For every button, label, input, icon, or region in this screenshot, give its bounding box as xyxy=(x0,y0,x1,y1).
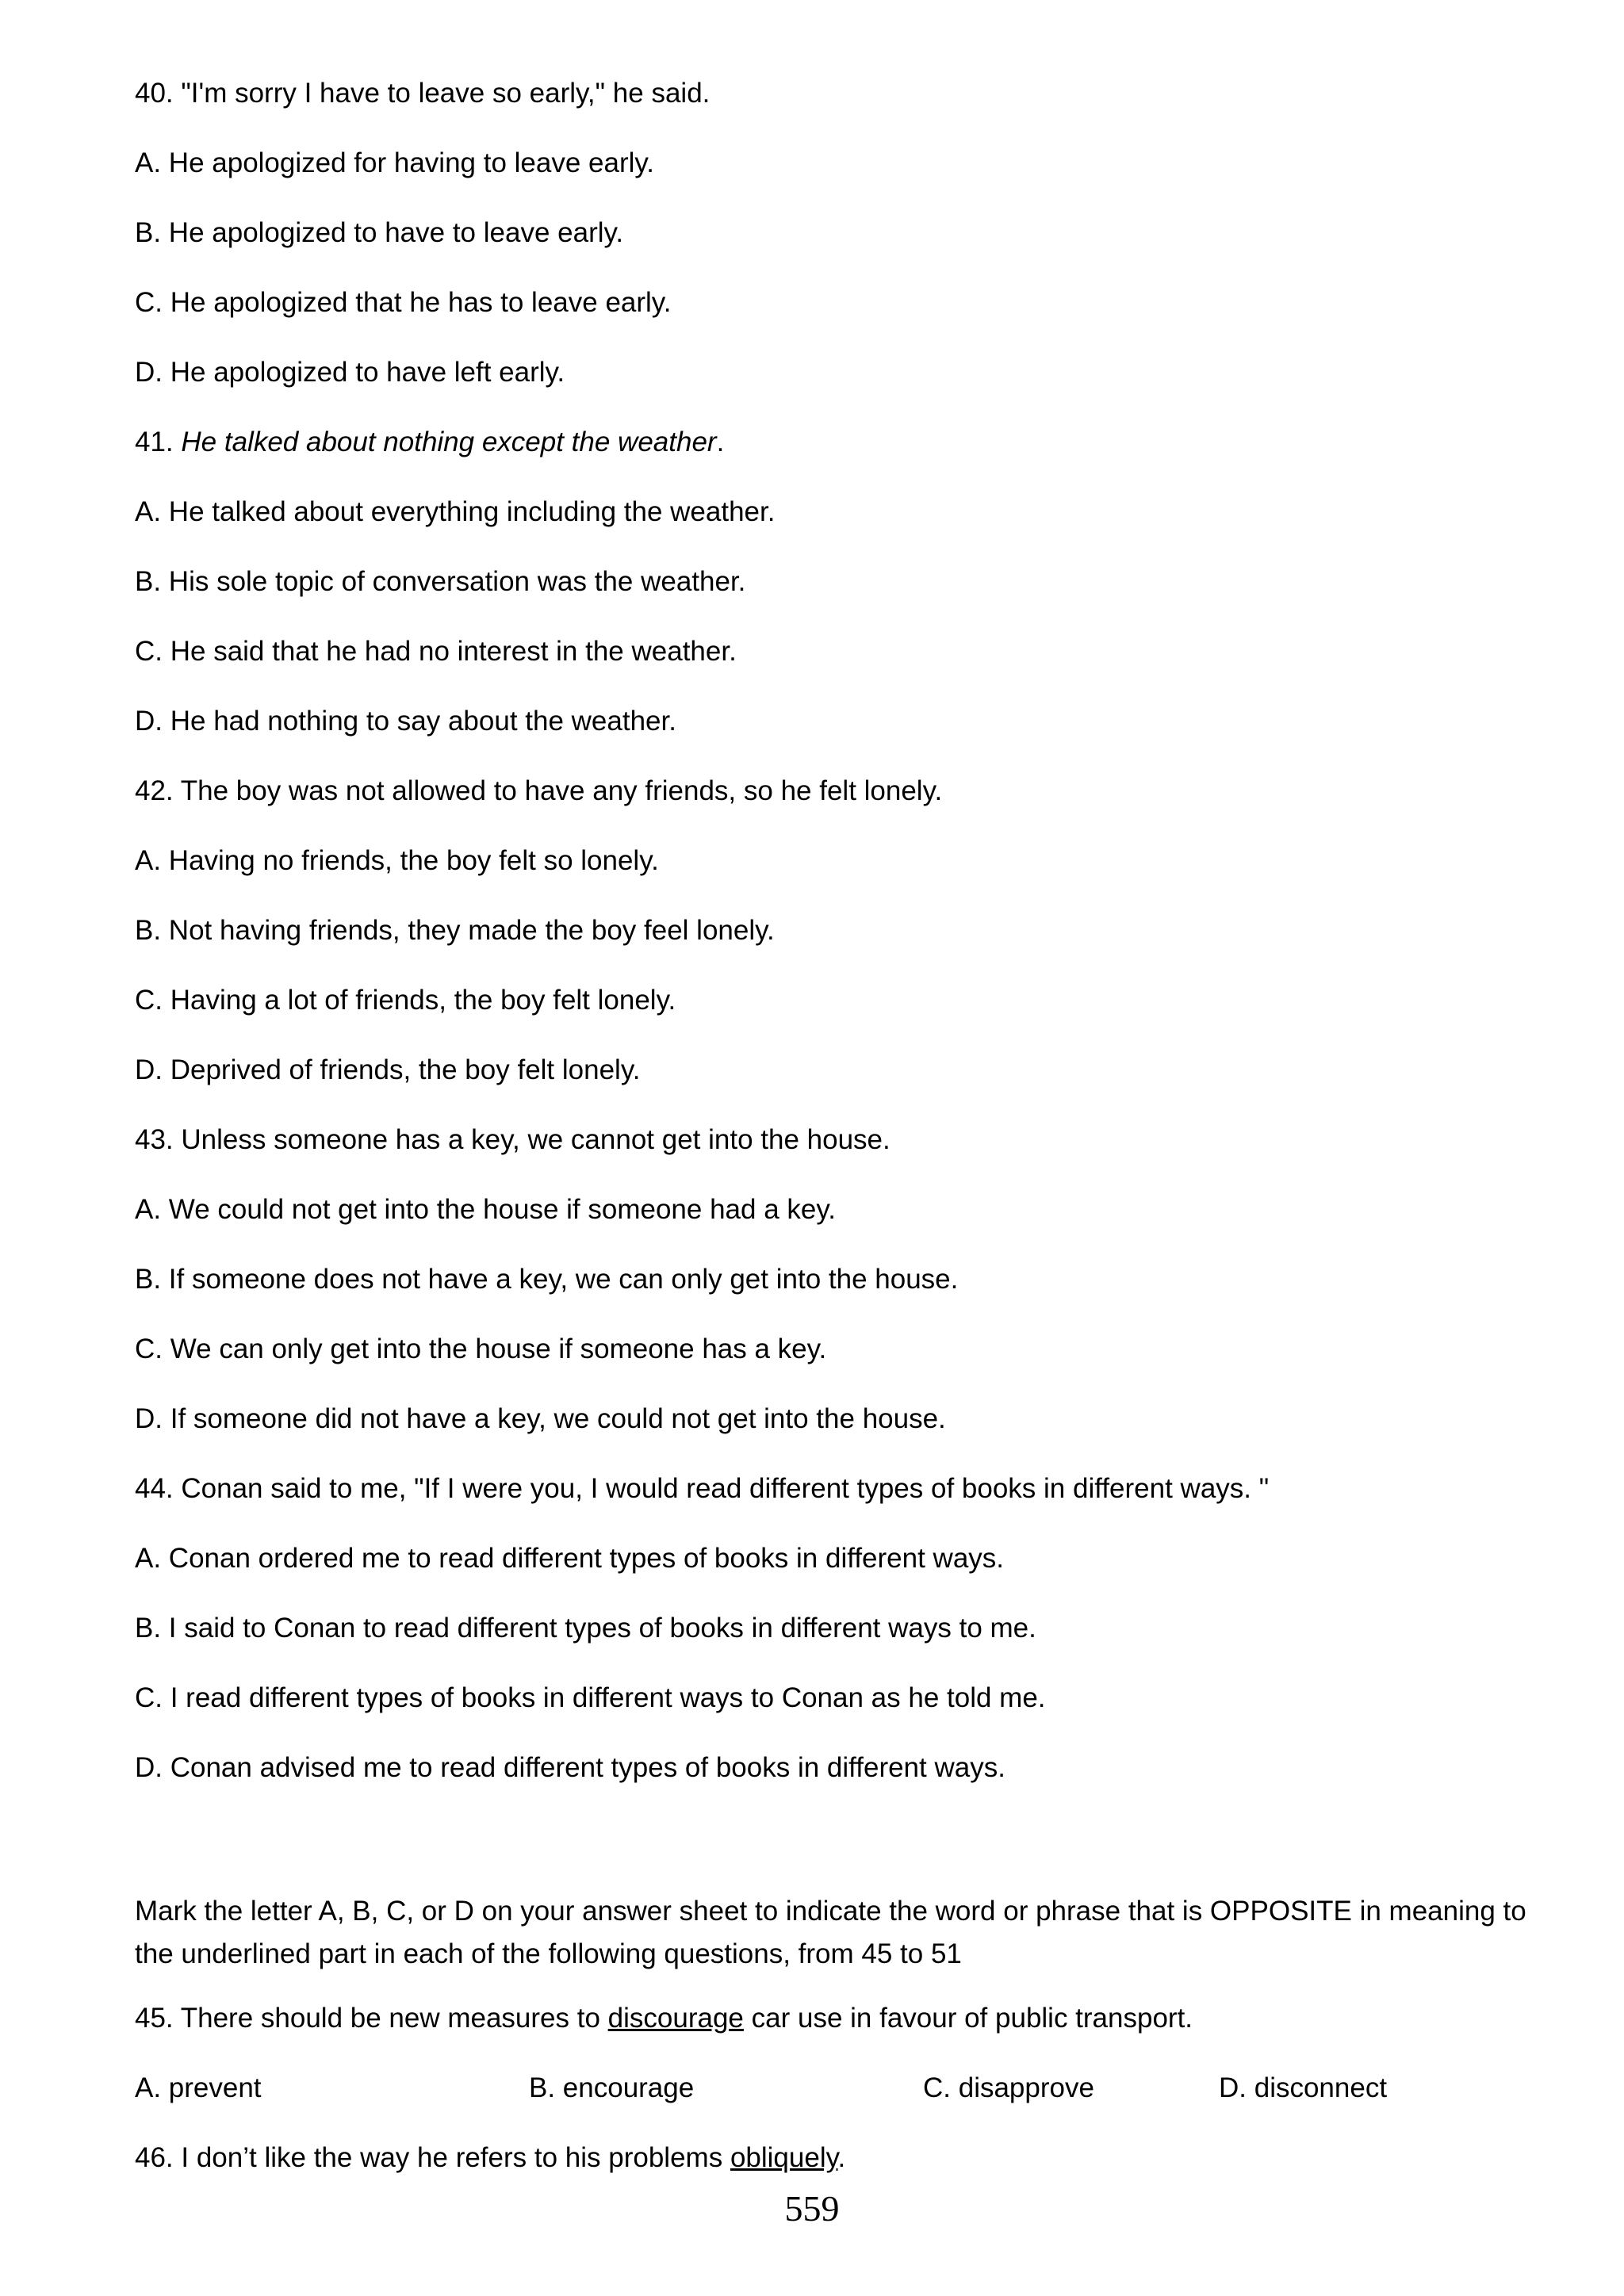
question-45-underlined-word: discourage xyxy=(607,2003,744,2034)
section-instruction: Mark the letter A, B, C, or D on your answer sheet to indicate the word or phrase that is OPPOSITE in meaning to the underlined part in each of the following questions, from 45 to 51 xyxy=(135,1896,1526,1969)
question-41-option-c: C. He said that he had no interest in the weather. xyxy=(135,636,737,667)
question-40-option-b: B. He apologized to have to leave early. xyxy=(135,217,624,248)
question-44-stem: 44. Conan said to me, "If I were you, I would read different types of books in different ways. " xyxy=(135,1473,1270,1504)
question-41-stem xyxy=(135,425,1530,495)
question-46-stem-after: . xyxy=(837,2142,846,2173)
question-46-stem-before: 46. I don’t like the way he refers to his problems xyxy=(135,2142,730,2173)
question-45-option-a: A. prevent xyxy=(135,2072,262,2103)
section-spacer xyxy=(135,1820,1530,1890)
question-40-stem: 40. "I'm sorry I have to leave so early," he said. xyxy=(135,78,710,109)
question-40-option-c: C. He apologized that he has to leave early. xyxy=(135,287,672,318)
question-40-option-d: D. He apologized to have left early. xyxy=(135,357,565,388)
question-46-underlined-word: obliquely xyxy=(730,2142,838,2173)
question-42-stem: 42. The boy was not allowed to have any friends, so he felt lonely. xyxy=(135,775,943,806)
question-41-italic-sentence: He talked about nothing except the weather xyxy=(181,427,717,457)
question-45-stem-after: car use in favour of public transport. xyxy=(743,2003,1193,2034)
question-45-option-d: D. disconnect xyxy=(1219,2072,1388,2103)
question-44-option-a: A. Conan ordered me to read different types of books in different ways. xyxy=(135,1543,1005,1574)
question-44-option-c: C. I read different types of books in different ways to Conan as he told me. xyxy=(135,1682,1046,1713)
question-45-stem xyxy=(135,2001,1530,2071)
question-41-number: 41. xyxy=(135,427,182,457)
question-40-option-a: A. He apologized for having to leave early. xyxy=(135,147,655,178)
question-41-end: . xyxy=(716,427,725,457)
question-45-option-b: B. encourage xyxy=(529,2072,695,2103)
question-43-stem: 43. Unless someone has a key, we cannot get into the house. xyxy=(135,1124,891,1155)
question-41-option-d: D. He had nothing to say about the weather. xyxy=(135,706,676,737)
question-43-option-a: A. We could not get into the house if someone had a key. xyxy=(135,1194,836,1225)
question-45-option-c: C. disapprove xyxy=(923,2072,1094,2103)
question-43-option-d: D. If someone did not have a key, we could not get into the house. xyxy=(135,1403,946,1434)
question-45-stem-before: 45. There should be new measures to xyxy=(135,2003,608,2034)
question-43-option-c: C. We can only get into the house if someone has a key. xyxy=(135,1334,827,1364)
worksheet-page xyxy=(135,76,1530,2210)
question-42-option-d: D. Deprived of friends, the boy felt lonely. xyxy=(135,1054,641,1085)
question-42-option-a: A. Having no friends, the boy felt so lonely. xyxy=(135,845,659,876)
question-42-option-b: B. Not having friends, they made the boy feel lonely. xyxy=(135,915,775,946)
question-42-option-c: C. Having a lot of friends, the boy felt lonely. xyxy=(135,985,676,1016)
question-43-option-b: B. If someone does not have a key, we can only get into the house. xyxy=(135,1264,959,1295)
question-44-option-b: B. I said to Conan to read different types of books in different ways to me. xyxy=(135,1613,1036,1644)
page-number: 559 xyxy=(784,2188,840,2229)
question-45-options xyxy=(135,2071,1530,2141)
question-44-option-d: D. Conan advised me to read different types of books in different ways. xyxy=(135,1752,1005,1783)
question-41-option-a: A. He talked about everything including the weather. xyxy=(135,496,776,527)
question-41-option-b: B. His sole topic of conversation was the weather. xyxy=(135,566,746,597)
